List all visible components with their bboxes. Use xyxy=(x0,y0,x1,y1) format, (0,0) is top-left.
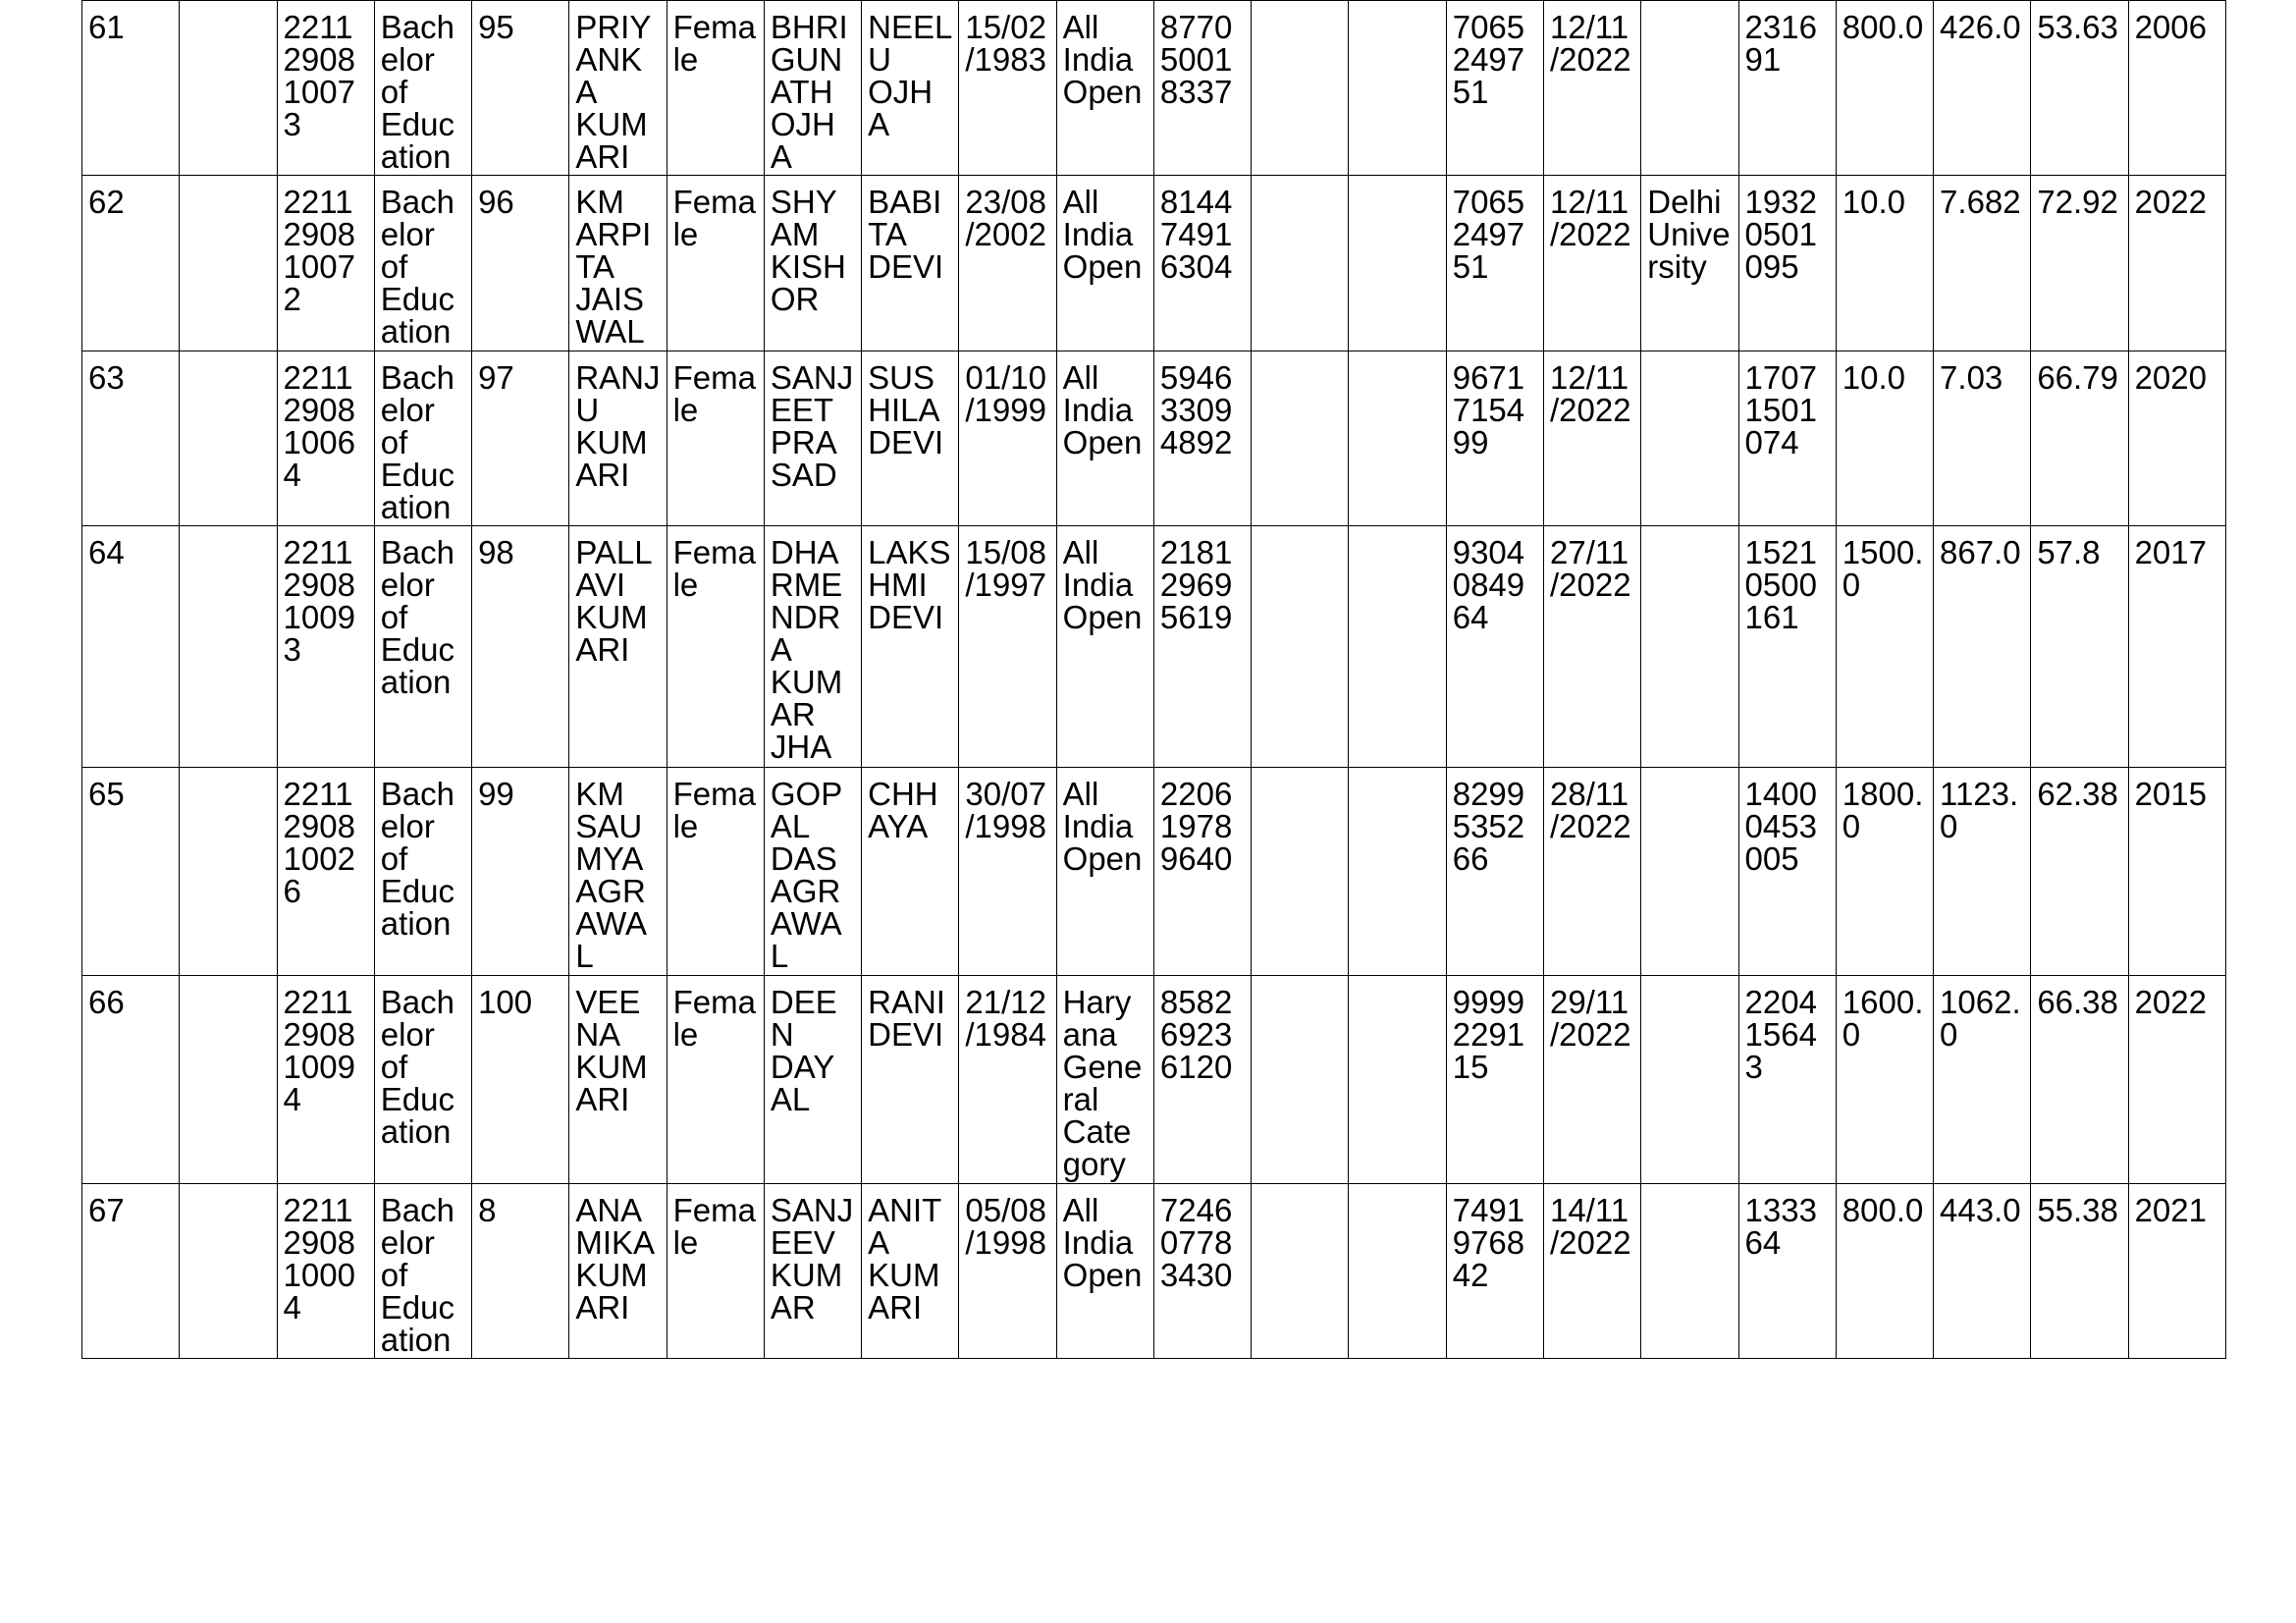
table-cell: Fema le xyxy=(667,768,764,976)
table-cell: 2211 2908 1009 4 xyxy=(277,976,374,1184)
table-row xyxy=(82,1184,2226,1359)
table-cell: 65 xyxy=(82,768,180,976)
table-cell: Bach elor of Educ ation xyxy=(374,768,471,976)
table-cell: 2017 xyxy=(2128,526,2225,768)
table-cell xyxy=(180,976,277,1184)
table-cell: Delhi Unive rsity xyxy=(1641,176,1738,352)
table-cell: 443.0 xyxy=(1934,1184,2031,1359)
table-cell xyxy=(180,1184,277,1359)
table-cell: 2316 91 xyxy=(1738,1,1836,176)
table-cell: 14/11 /2022 xyxy=(1543,1184,1640,1359)
table-cell: 2022 xyxy=(2128,976,2225,1184)
table-cell xyxy=(180,768,277,976)
table-cell: SHY AM KISH OR xyxy=(764,176,861,352)
table-cell xyxy=(1349,526,1446,768)
table-cell: 99 xyxy=(472,768,569,976)
table-cell xyxy=(1252,1184,1349,1359)
table-cell: NEEL U OJH A xyxy=(862,1,959,176)
table-row xyxy=(82,1,2226,176)
table-cell: 2006 xyxy=(2128,1,2225,176)
table-cell: VEE NA KUM ARI xyxy=(569,976,667,1184)
table-cell: 100 xyxy=(472,976,569,1184)
table-cell: 2211 2908 1000 4 xyxy=(277,1184,374,1359)
table-cell: 57.8 xyxy=(2031,526,2128,768)
table-cell xyxy=(1641,352,1738,526)
table-cell: 7.682 xyxy=(1934,176,2031,352)
table-cell xyxy=(1252,1,1349,176)
table-cell: 2020 xyxy=(2128,352,2225,526)
table-row xyxy=(82,526,2226,768)
table-cell: All India Open xyxy=(1056,526,1153,768)
table-cell: RANI DEVI xyxy=(862,976,959,1184)
table-cell: 29/11 /2022 xyxy=(1543,976,1640,1184)
table-cell: 2181 2969 5619 xyxy=(1153,526,1251,768)
table-cell xyxy=(1641,1,1738,176)
records-table-body xyxy=(82,1,2226,1359)
table-cell xyxy=(180,526,277,768)
table-cell xyxy=(180,352,277,526)
table-cell: SANJ EEV KUM AR xyxy=(764,1184,861,1359)
table-cell: PRIY ANK A KUM ARI xyxy=(569,1,667,176)
table-cell: 64 xyxy=(82,526,180,768)
table-cell: 72.92 xyxy=(2031,176,2128,352)
table-cell: 12/11 /2022 xyxy=(1543,176,1640,352)
table-cell xyxy=(1349,1,1446,176)
table-cell: 8 xyxy=(472,1184,569,1359)
table-cell: PALL AVI KUM ARI xyxy=(569,526,667,768)
table-cell xyxy=(1252,176,1349,352)
table-cell: 1932 0501 095 xyxy=(1738,176,1836,352)
table-cell xyxy=(1252,526,1349,768)
table-cell: 8144 7491 6304 xyxy=(1153,176,1251,352)
table-cell: SUS HILA DEVI xyxy=(862,352,959,526)
table-cell: 2021 xyxy=(2128,1184,2225,1359)
table-cell: Fema le xyxy=(667,526,764,768)
table-cell: Bach elor of Educ ation xyxy=(374,1,471,176)
table-cell: 2211 2908 1009 3 xyxy=(277,526,374,768)
table-cell xyxy=(1349,352,1446,526)
table-cell: 1400 0453 005 xyxy=(1738,768,1836,976)
table-row xyxy=(82,352,2226,526)
table-cell: 66 xyxy=(82,976,180,1184)
table-cell: Bach elor of Educ ation xyxy=(374,176,471,352)
table-cell: 1521 0500 161 xyxy=(1738,526,1836,768)
table-cell: RANJ U KUM ARI xyxy=(569,352,667,526)
table-cell: All India Open xyxy=(1056,768,1153,976)
table-cell: 7246 0778 3430 xyxy=(1153,1184,1251,1359)
table-cell: 10.0 xyxy=(1836,352,1933,526)
records-table xyxy=(81,0,2226,1359)
table-cell: Bach elor of Educ ation xyxy=(374,526,471,768)
table-cell: 61 xyxy=(82,1,180,176)
table-cell: 2022 xyxy=(2128,176,2225,352)
table-cell: 426.0 xyxy=(1934,1,2031,176)
table-cell xyxy=(180,176,277,352)
table-cell: 8582 6923 6120 xyxy=(1153,976,1251,1184)
table-cell: 9999 2291 15 xyxy=(1446,976,1543,1184)
table-cell xyxy=(1349,976,1446,1184)
table-cell: 1123. 0 xyxy=(1934,768,2031,976)
table-cell xyxy=(1641,1184,1738,1359)
table-cell xyxy=(180,1,277,176)
table-cell: BHRI GUN ATH OJH A xyxy=(764,1,861,176)
table-cell xyxy=(1252,976,1349,1184)
table-cell: 97 xyxy=(472,352,569,526)
table-cell: 2206 1978 9640 xyxy=(1153,768,1251,976)
table-cell: 2015 xyxy=(2128,768,2225,976)
table-cell: 2211 2908 1002 6 xyxy=(277,768,374,976)
table-cell xyxy=(1641,768,1738,976)
table-cell: Fema le xyxy=(667,1,764,176)
table-cell: Fema le xyxy=(667,1184,764,1359)
table-cell: Bach elor of Educ ation xyxy=(374,352,471,526)
table-cell: 7491 9768 42 xyxy=(1446,1184,1543,1359)
table-cell: CHH AYA xyxy=(862,768,959,976)
table-cell: 7065 2497 51 xyxy=(1446,1,1543,176)
table-cell: DEE N DAY AL xyxy=(764,976,861,1184)
table-cell: All India Open xyxy=(1056,1,1153,176)
table-cell: 2211 2908 1007 2 xyxy=(277,176,374,352)
table-cell: GOP AL DAS AGR AWA L xyxy=(764,768,861,976)
table-cell: All India Open xyxy=(1056,1184,1153,1359)
table-cell: 10.0 xyxy=(1836,176,1933,352)
table-cell: Fema le xyxy=(667,976,764,1184)
table-cell: 9304 0849 64 xyxy=(1446,526,1543,768)
table-cell: 7.03 xyxy=(1934,352,2031,526)
table-cell: LAKS HMI DEVI xyxy=(862,526,959,768)
table-cell: 8299 5352 66 xyxy=(1446,768,1543,976)
table-cell: 867.0 xyxy=(1934,526,2031,768)
table-cell: Bach elor of Educ ation xyxy=(374,1184,471,1359)
table-cell: 62.38 xyxy=(2031,768,2128,976)
table-row xyxy=(82,976,2226,1184)
table-cell: BABI TA DEVI xyxy=(862,176,959,352)
table-cell: 98 xyxy=(472,526,569,768)
table-cell: Hary ana Gene ral Cate gory xyxy=(1056,976,1153,1184)
table-cell: 800.0 xyxy=(1836,1184,1933,1359)
table-cell: 05/08 /1998 xyxy=(959,1184,1056,1359)
table-cell: 1333 64 xyxy=(1738,1184,1836,1359)
table-cell: 01/10 /1999 xyxy=(959,352,1056,526)
table-cell xyxy=(1349,176,1446,352)
table-cell: ANIT A KUM ARI xyxy=(862,1184,959,1359)
table-cell xyxy=(1252,352,1349,526)
table-cell xyxy=(1641,526,1738,768)
table-cell: 1500. 0 xyxy=(1836,526,1933,768)
table-row xyxy=(82,768,2226,976)
table-cell: 12/11 /2022 xyxy=(1543,1,1640,176)
table-cell: 23/08 /2002 xyxy=(959,176,1056,352)
table-cell: Fema le xyxy=(667,176,764,352)
table-cell: 2211 2908 1007 3 xyxy=(277,1,374,176)
table-cell: 53.63 xyxy=(2031,1,2128,176)
table-cell: 7065 2497 51 xyxy=(1446,176,1543,352)
table-cell: 63 xyxy=(82,352,180,526)
table-cell xyxy=(1349,1184,1446,1359)
table-cell xyxy=(1349,768,1446,976)
table-cell: 5946 3309 4892 xyxy=(1153,352,1251,526)
table-cell: KM ARPI TA JAIS WAL xyxy=(569,176,667,352)
table-cell: Fema le xyxy=(667,352,764,526)
table-cell: 55.38 xyxy=(2031,1184,2128,1359)
table-cell: KM SAU MYA AGR AWA L xyxy=(569,768,667,976)
table-cell: 62 xyxy=(82,176,180,352)
table-cell: All India Open xyxy=(1056,352,1153,526)
table-row xyxy=(82,176,2226,352)
table-cell: ANA MIKA KUM ARI xyxy=(569,1184,667,1359)
table-cell: DHA RME NDR A KUM AR JHA xyxy=(764,526,861,768)
table-cell: 21/12 /1984 xyxy=(959,976,1056,1184)
table-cell: 27/11 /2022 xyxy=(1543,526,1640,768)
table-cell: 1600. 0 xyxy=(1836,976,1933,1184)
table-cell: 67 xyxy=(82,1184,180,1359)
table-cell: Bach elor of Educ ation xyxy=(374,976,471,1184)
table-cell: 12/11 /2022 xyxy=(1543,352,1640,526)
table-cell: 1800. 0 xyxy=(1836,768,1933,976)
table-cell: 15/08 /1997 xyxy=(959,526,1056,768)
table-cell: 30/07 /1998 xyxy=(959,768,1056,976)
table-cell: 2211 2908 1006 4 xyxy=(277,352,374,526)
table-cell: All India Open xyxy=(1056,176,1153,352)
table-cell: 66.79 xyxy=(2031,352,2128,526)
table-cell: 2204 1564 3 xyxy=(1738,976,1836,1184)
table-cell: 96 xyxy=(472,176,569,352)
table-cell: 28/11 /2022 xyxy=(1543,768,1640,976)
table-cell: 8770 5001 8337 xyxy=(1153,1,1251,176)
table-cell: 1707 1501 074 xyxy=(1738,352,1836,526)
table-cell: 15/02 /1983 xyxy=(959,1,1056,176)
table-cell: 95 xyxy=(472,1,569,176)
table-cell: 9671 7154 99 xyxy=(1446,352,1543,526)
table-cell xyxy=(1641,976,1738,1184)
table-cell: 800.0 xyxy=(1836,1,1933,176)
table-cell: 66.38 xyxy=(2031,976,2128,1184)
table-cell xyxy=(1252,768,1349,976)
table-cell: SANJ EET PRA SAD xyxy=(764,352,861,526)
table-cell: 1062. 0 xyxy=(1934,976,2031,1184)
